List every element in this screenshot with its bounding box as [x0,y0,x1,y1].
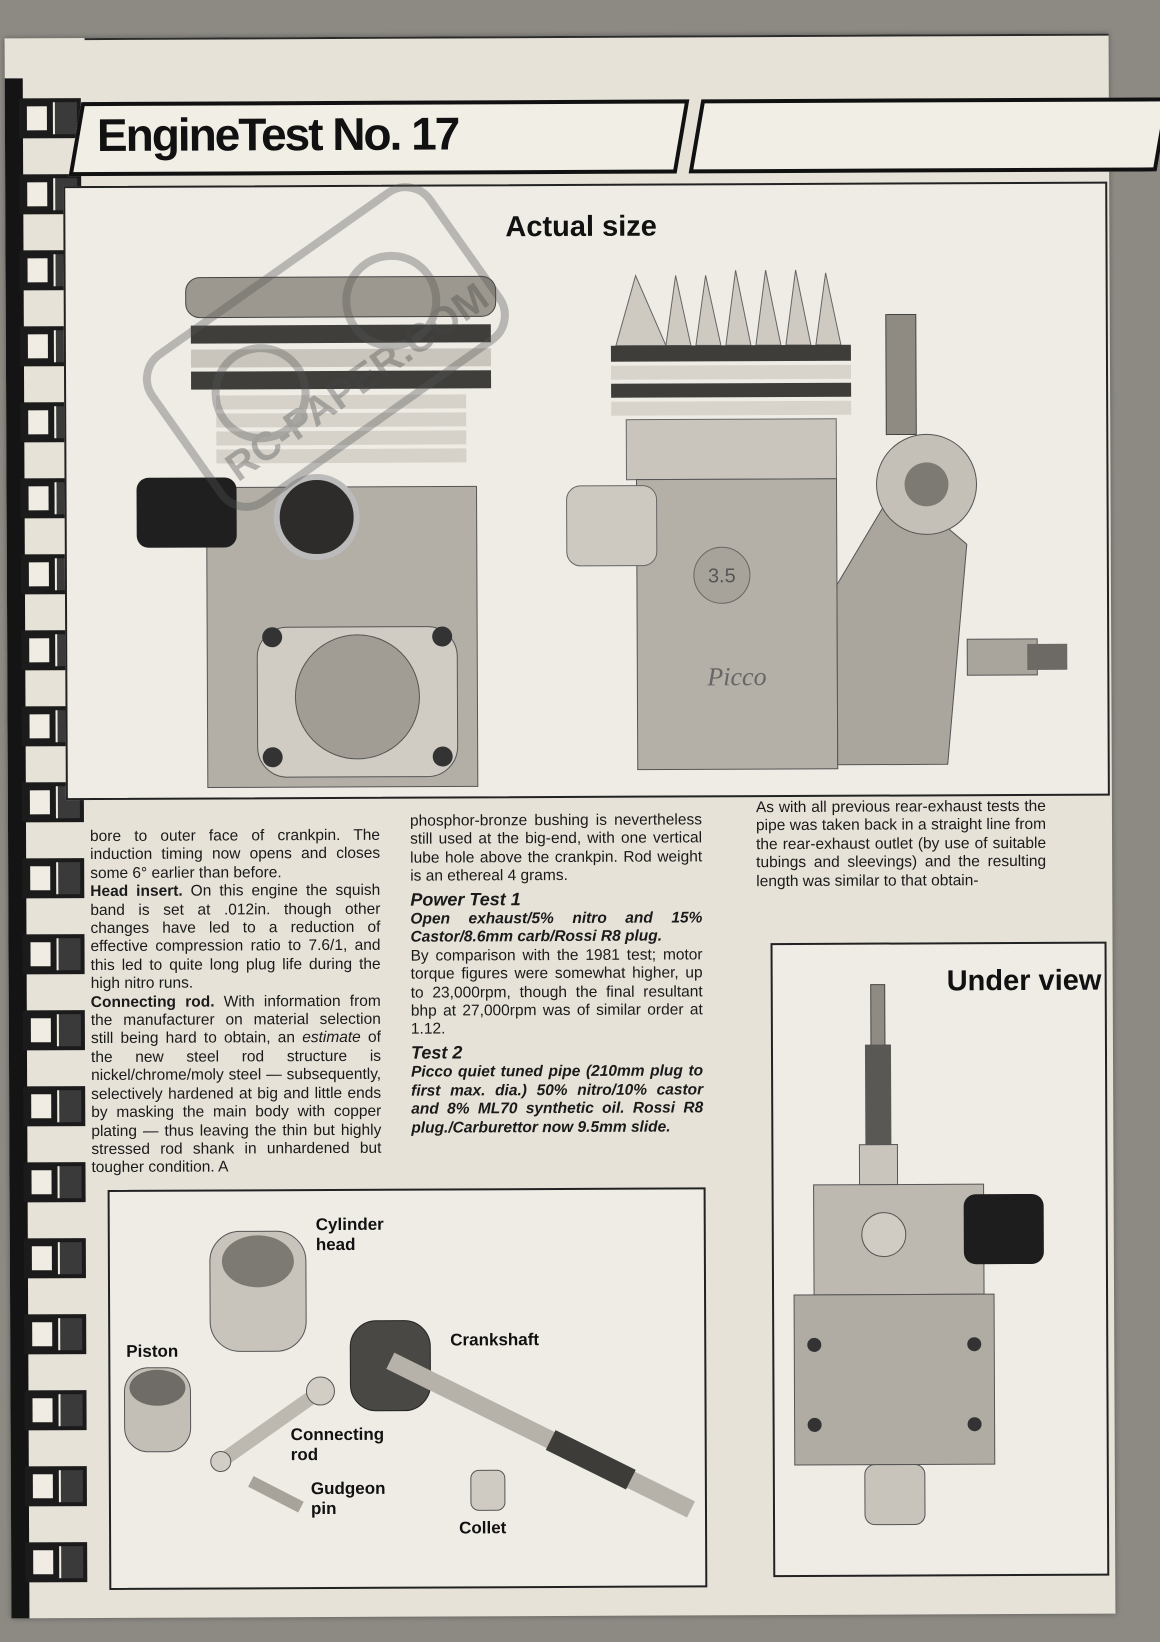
conrod-heading: Connecting rod. [90,993,215,1011]
parts-illustration [110,1189,706,1588]
actual-size-label: Actual size [505,210,657,244]
paragraph: of the new steel rod structure is nickel/chrome/moly steel — subsequently, selectively hardened at big and little ends by masking the main body with copper plating — thus leaving the thin but highly stressed rod shank in unhardened but tougher condition. A [90,1029,382,1177]
test2-heading: Test 2 [410,1042,463,1063]
paragraph: On this engine the squish band is set at .012in. though other changes have led to a reduction of effective compression ratio to 7.6/1, and this led to quite long plug life during the high nitro runs. [90,882,381,993]
paragraph: bore to outer face of crankpin. The induction timing now opens and closes some 6° earlier than before. [90,826,381,882]
binding-tab [19,98,81,138]
binding-tab [25,1466,87,1506]
power-test-heading: Power Test 1 [410,888,521,910]
magazine-page [5,34,1116,1619]
article-column-1 [90,827,382,1178]
binding-tab [23,1162,85,1202]
connecting-rod-label: Connecting rod [290,1424,385,1465]
parts-photo [108,1187,708,1590]
title-box-right [689,97,1160,173]
under-view-photo [771,942,1110,1577]
crankshaft-part [390,1359,691,1510]
head-insert-heading: Head insert. [90,882,183,901]
gudgeon-pin-part [251,1481,301,1507]
engine-side-view [566,269,1068,770]
binding-tab [25,1542,87,1582]
watermark-text: RC-PAPER.COM [217,274,497,490]
power-test-spec: Open exhaust/5% nitro and 15% Castor/8.6mm carb/Rossi R8 plug. [410,909,703,947]
under-view-label: Under view [946,964,1102,998]
paragraph: phosphor-bronze bushing is nevertheless still used at the big-end, with one vertical lube hole above the crankpin. Rod weight is an ethereal 4 grams. [409,811,703,885]
article-column-2 [410,811,703,1137]
paragraph: With information from the manufacturer on material selection still being hard to obtain, an [90,992,381,1048]
paragraph: As with all previous rear-exhaust tests the pipe was taken back in a straight line from the rear-exhaust outlet (by use of suitable tubings and sleevings) and the resulting length was similar to that obtain- [755,797,1047,890]
italic-word: estimate [302,1029,361,1047]
gudgeon-pin-label: Gudgeon pin [310,1478,386,1519]
engine-brand-mark: Picco [707,662,767,692]
crankshaft-label: Crankshaft [450,1330,540,1350]
binding-tab [24,1390,86,1430]
page-edge [85,34,1109,40]
binding-tab [23,1086,85,1126]
binding-tab [22,934,84,974]
paragraph: By comparison with the 1981 test; motor torque figures were somewhat higher, up to 23,000rpm, though the final resultant bhp at 27,000rpm was of similar order at 1.12. [410,946,703,1039]
binding-tab [23,1010,85,1050]
collet-part [471,1470,505,1510]
cylinder-head-label: Cylinder head [315,1214,384,1255]
binding-tab [24,1238,86,1278]
piston-label: Piston [126,1341,179,1361]
under-view-illustration [773,944,1108,1575]
page-title: EngineTest No. 17 [96,107,459,162]
article-column-3 [756,798,1046,891]
binding-tab [22,858,84,898]
binding-tab [24,1314,86,1354]
collet-label: Collet [459,1518,507,1538]
engine-badge: 3.5 [707,565,736,588]
test2-spec: Picco quiet tuned pipe (210mm plug to first max. dia.) 50% nitro/10% castor and 8% ML70 synthetic oil. Rossi R8 plug./Carburettor now 9.5mm slide. [411,1062,704,1137]
